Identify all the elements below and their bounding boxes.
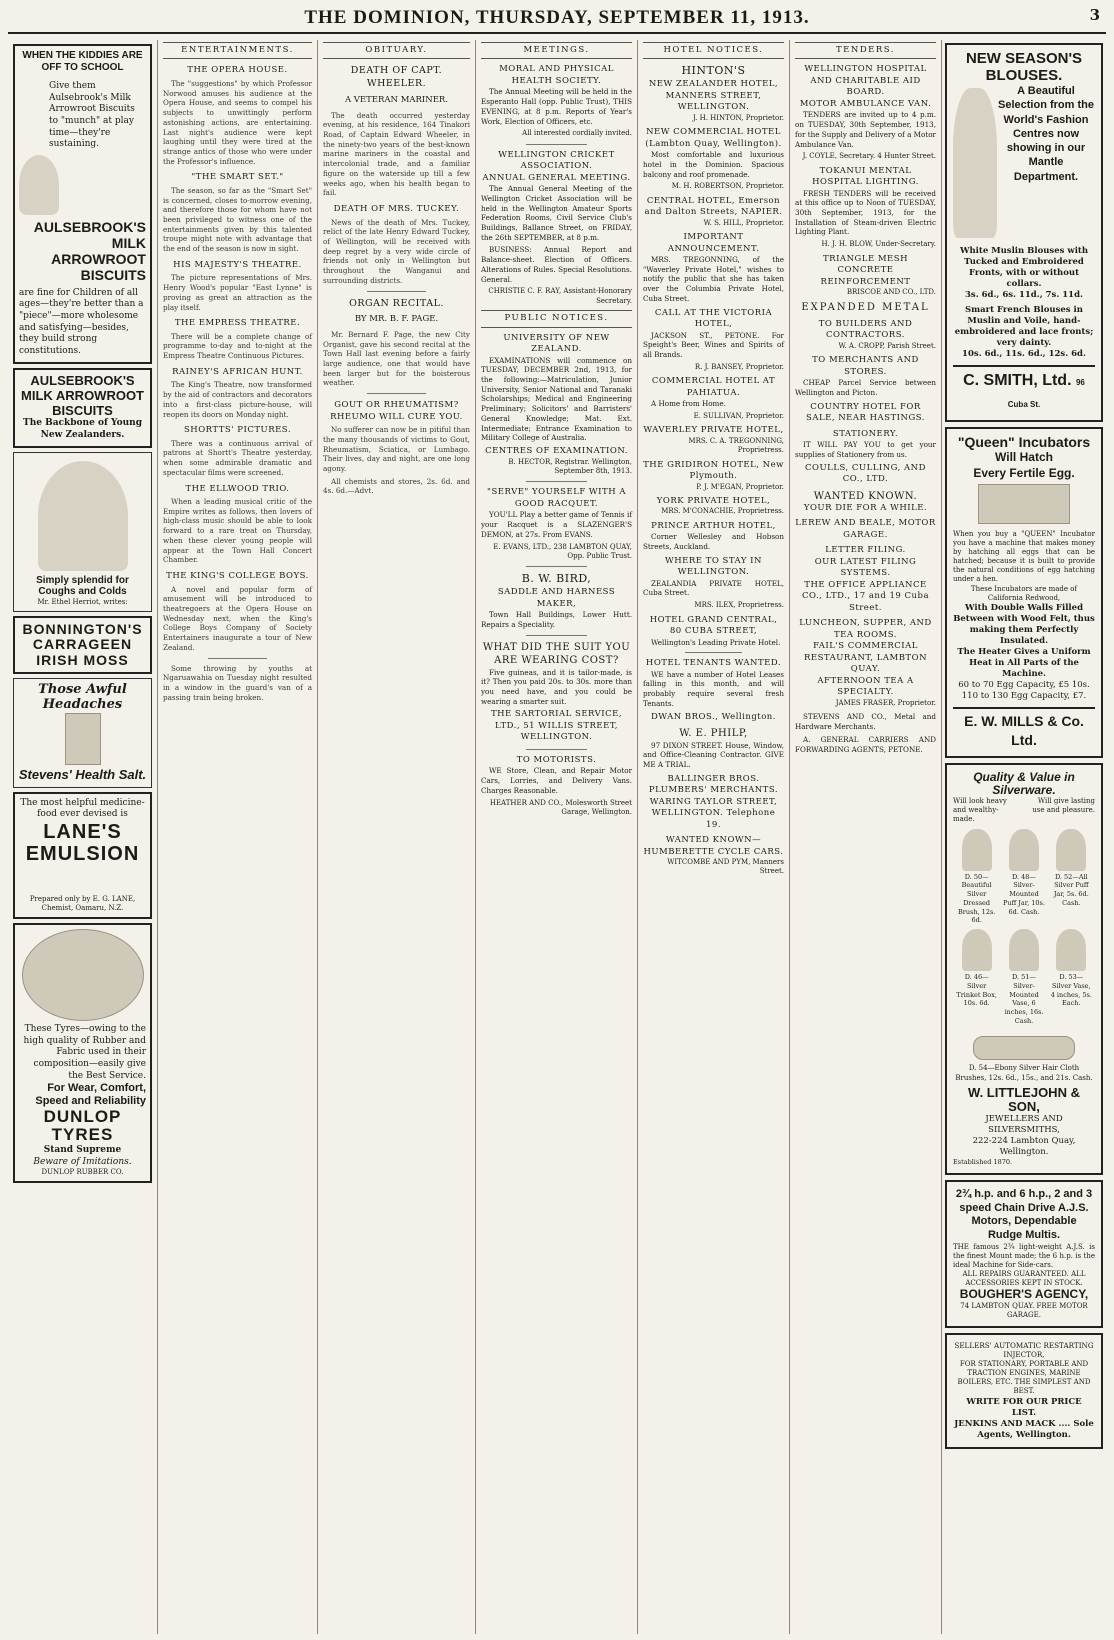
divider [526, 144, 586, 145]
notice-sign: MRS. M'CONACHIE, Proprietress. [661, 507, 784, 516]
article-heading: SHORTTS' PICTURES. [183, 425, 292, 436]
notice-subheading: SADDLE AND HARNESS MAKER, [497, 587, 616, 609]
ad-motors-brand: BOUGHER'S AGENCY, [959, 1287, 1089, 1302]
notice-heading: PRINCE ARTHUR HOTEL, [651, 520, 776, 531]
article-subheading: BY MR. B. F. PAGE. [354, 314, 439, 325]
notice-heading: CENTRAL HOTEL, Emerson and Dalton Streets, NAPIER. [644, 195, 783, 218]
article-heading: RAINEY'S AFRICAN HUNT. [172, 366, 303, 377]
ad-silverware-addr: 222-224 Lambton Quay, Wellington. [972, 1136, 1076, 1158]
notice-sign: WITCOMBE AND PYM, Manners Street. [667, 857, 784, 876]
notice-heading: MORAL AND PHYSICAL HEALTH SOCIETY. [499, 64, 614, 86]
article-paragraph: The "suggestions" by which Professor Norwood amuses his audience at the Opera House, and seems to compel his subjects to unwittingly perform astonishing actions, are entertaining. Last night's audience were kept laughing until they were tired at the strange antics of those who were under the Professor's influence. [163, 78, 312, 166]
ad-blouses-line: Selection from the [998, 99, 1094, 112]
ad-blouses-line: A Beautiful [1017, 85, 1075, 97]
notice-sign: MRS. ILEX, Proprietress. [694, 601, 784, 610]
divider [526, 635, 586, 636]
notice-body: 97 DIXON STREET. House, Window, and Office-Cleaning Contractor. GIVE ME A TRIAL. [643, 740, 784, 769]
notice-heading: STATIONERY. [832, 428, 899, 439]
notice-body: YOU'LL Play a better game of Tennis if your Racquet is a SLAZENGER'S DEMON, at 27s. From EVANS. [481, 510, 632, 539]
ad-injector-head: SELLERS' AUTOMATIC RESTARTING INJECTOR, [954, 1340, 1094, 1360]
notice-heading: WELLINGTON HOSPITAL AND CHARITABLE AID BOARD. [804, 64, 927, 98]
column-3-obituary [318, 40, 476, 1634]
notice-gridiron [643, 460, 784, 492]
article-heading: DEATH OF MRS. TUCKEY. [333, 204, 460, 215]
ad-biscuits-brand: AULSEBROOK'S MILK ARROWROOT BISCUITS [33, 219, 146, 284]
notice-sign: DWAN BROS., Wellington. [650, 711, 776, 722]
article-paragraph: The picture representations of Mrs. Henry Wood's popular "East Lynne" is proving as great an attraction as the play itself. [163, 273, 312, 312]
silverware-item [955, 929, 998, 1026]
notice-body: ZEALANDIA PRIVATE HOTEL, Cuba Street. [643, 578, 784, 598]
silverware-illustration [1056, 929, 1086, 971]
notice-sign: J. H. HINTON, Proprietor. [692, 113, 784, 122]
ad-bonnington [13, 616, 152, 674]
ad-kiddies-body: Give them Aulsebrook's Milk Arrowroot Biscuits to "munch" at play time—they're sustaining. [49, 81, 135, 150]
divider [208, 658, 268, 659]
tyre-illustration [22, 929, 144, 1021]
tender-carriers [795, 735, 936, 754]
tender-tokanui [795, 166, 936, 250]
notice-heading: WAVERLEY PRIVATE HOTEL, [643, 425, 784, 436]
ad-tyres-for: For Wear, Comfort, Speed and Reliability [35, 1082, 146, 1107]
silverware-items [953, 829, 1095, 1030]
ad-tyres-sign: DUNLOP RUBBER CO. [41, 1168, 124, 1177]
tender-builders [795, 319, 936, 351]
ad-stevens-head: Those Awful Headaches [38, 682, 127, 713]
ad-blouses [945, 43, 1103, 422]
notice-university [481, 333, 632, 477]
ad-backbone [13, 368, 152, 448]
notice-heading: TRIANGLE MESH CONCRETE REINFORCEMENT [820, 253, 911, 287]
ad-incubators-brand: E. W. MILLS & Co. Ltd. [953, 707, 1095, 750]
tender-stevens [795, 712, 936, 731]
notice-body: Town Hall Buildings, Lower Hutt. Repairs a Speciality. [481, 610, 632, 629]
ad-incubators-price: 60 to 70 Egg Capacity, £5 10s. [958, 680, 1090, 691]
ad-tyres-body: These Tyres—owing to the high quality of Rubber and Fabric used in their composition—easily give the Best Service. [23, 1023, 146, 1081]
section-meetings: MEETINGS. [481, 42, 632, 59]
notice-sign: P. J. M'EGAN, Proprietor. [696, 482, 784, 491]
article-heading: THE EMPRESS THEATRE. [174, 318, 301, 329]
notice-subheading: CENTRES OF EXAMINATION. [485, 446, 628, 457]
notice-sign: B. HECTOR, Registrar. Wellington, September 8th, 1913. [508, 457, 632, 475]
ad-blouses-line: World's Fashion [1003, 113, 1089, 126]
ad-blouses-line: Mantle Department. [1013, 156, 1079, 183]
tender-letter-filing [795, 545, 936, 614]
silverware-item [1050, 929, 1093, 1026]
column-4-meetings [476, 40, 638, 1634]
column-6-tenders [790, 40, 942, 1634]
notice-heading: B. W. BIRD, [521, 572, 592, 586]
notice-sign: W. A. CROPP, Parish Street. [838, 341, 936, 350]
article-heading: THE KING'S COLLEGE BOYS. [166, 571, 309, 582]
ad-backbone-brand: AULSEBROOK'S MILK ARROWROOT BISCUITS [21, 372, 144, 418]
column-2-entertainments [158, 40, 318, 1634]
notice-heading: TOKANUI MENTAL HOSPITAL LIGHTING. [812, 165, 919, 188]
ad-stevens [13, 678, 152, 788]
notice-body: STEVENS AND CO., Metal and Hardware Merchants. [795, 711, 936, 731]
silverware-item [1050, 829, 1093, 926]
notice-heading: BALLINGER BROS. [667, 773, 760, 784]
ad-biscuits-body: are fine for Children of all ages—they're better than a "piece"—more wholesome and satisfying—besides, they build strong constitutions. [19, 287, 144, 356]
article-heading: THE ELLWOOD TRIO. [185, 483, 290, 494]
notice-body: TENDERS are invited up to 4 p.m. on TUESDAY, 30th September, 1913, for the Supply and Delivery of a Motor Ambulance Van. [795, 110, 936, 149]
notice-where-to-stay [643, 556, 784, 611]
column-1-ads [8, 40, 158, 1634]
ad-incubators-heat: The Heater Gives a Uniform Heat in All Parts of the Machine. [957, 646, 1091, 679]
ad-coughs-head: Simply splendid for Coughs and Colds [36, 574, 129, 598]
notice-waverley [643, 425, 784, 455]
section-hotel-notices: HOTEL NOTICES. [643, 42, 784, 59]
incubator-illustration [978, 484, 1070, 524]
article-heading: ORGAN RECITAL. [349, 297, 444, 309]
article-paragraph: No sufferer can now be in pitiful than the many thousands of victims to Gout, Rheumatism, Sciatica, or Lumbago. Their lives, day and night, are one long agony. [323, 425, 470, 473]
ad-blouses-line: showing in our [1006, 142, 1086, 155]
ad-blouses-price: 3s. 6d., 6s. 11d., 7s. 11d. [965, 290, 1083, 301]
divider [367, 291, 426, 292]
ad-injector-sign: JENKINS AND MACK .... Sole Agents, Wellington. [954, 1418, 1094, 1440]
notice-subheading: OUR LATEST FILING SYSTEMS. [814, 556, 917, 579]
article-paragraph: All chemists and stores, 2s. 6d. and 4s. 6d.—Advt. [323, 476, 470, 496]
notice-heading: IMPORTANT ANNOUNCEMENT. [667, 232, 760, 254]
ad-incubators [945, 427, 1103, 758]
silverware-illustration [1009, 929, 1039, 971]
notice-body: JACKSON ST., PETONE. For Speight's Beer, Wines and Spirits of all Brands. [643, 330, 784, 359]
notice-sign: HEATHER AND CO., Molesworth Street Garage, Wellington. [489, 798, 632, 816]
notice-body: Five guineas, and it is tailor-made, is it? Then you paid 20s. to 30s. more than you need have, and you could be wearing a smarter suit. [481, 667, 632, 706]
notice-heading: LEREW AND BEALE, MOTOR GARAGE. [795, 518, 936, 540]
article-paragraph: The season, so far as the "Smart Set" is concerned, closes to-morrow evening, and therefore those for whom have not been privileged to witness one of the entertainments given by this talented troupe might note with advantage that the end of the season is now in sight. [163, 185, 312, 254]
ad-lanes-head: The most helpful medicine-food ever devised is [20, 797, 145, 820]
notice-heading: YORK PRIVATE HOTEL, [656, 495, 771, 506]
notice-heading: LETTER FILING. [825, 545, 906, 556]
article-subheading: A VETERAN MARINER. [344, 95, 449, 106]
column-7-display-ads [942, 40, 1106, 1634]
notice-heading: WANTED KNOWN—HUMBERETTE CYCLE CARS. [643, 835, 784, 857]
ad-incubators-sub: Every Fertile Egg. [973, 465, 1075, 480]
notice-body: Most comfortable and luxurious hotel in the Dominion. Spacious balcony and roof promenade. [643, 150, 784, 179]
article-paragraph: The death occurred yesterday evening, at his residence, 164 Tinakori Road, of Captain Edward Wheeler, in the ninety-two years of the best-known marine mariners in the coastal and intercolonial trade, and a familiar figure on the waterside up till a few weeks ago, when his health began to fail. [323, 110, 470, 198]
ad-motors-addr: 74 LAMBTON QUAY. FREE MOTOR GARAGE. [960, 1301, 1088, 1319]
notice-heading: WANTED KNOWN. [813, 490, 918, 502]
notice-victoria [643, 308, 784, 373]
ad-kiddies [13, 44, 152, 364]
notice-heading: TO MERCHANTS AND STORES. [812, 355, 919, 377]
notice-sign: MRS. C. A. TREGONNING, Proprietress. [688, 436, 784, 455]
tender-expanded-metal [795, 301, 936, 315]
ad-incubators-sub: Will Hatch [995, 450, 1053, 465]
silverware-caption: D. 46—Silver Trinket Box, 10s. 6d. [956, 973, 997, 1008]
tender-stationery [795, 429, 936, 486]
notice-sign: R. J. BANSEY, Proprietor. [694, 362, 784, 371]
notice-sign: M. H. ROBERTSON, Proprietor. [671, 182, 784, 191]
notice-body: MRS. TREGONNING, of the "Waverley Private Hotel," wishes to notify the public that she has taken over the Columbia Private Hotel, Cuba Street. [643, 255, 784, 303]
notice-sign: THE OFFICE APPLIANCE CO., LTD., 17 and 19 Cuba Street. [801, 579, 930, 613]
silverware-illustration [1009, 829, 1039, 871]
article-paragraph: There will be a complete change of programme to-day and to-night at the Empress Theatre Continuous Pictures. [163, 331, 312, 361]
article-heading: DEATH OF CAPT. WHEELER. [350, 65, 443, 90]
notice-subheading: ANNUAL GENERAL MEETING. [482, 172, 631, 183]
section-entertainments: ENTERTAINMENTS. [163, 42, 312, 59]
notice-heading: HINTON'S [681, 64, 746, 78]
portrait-illustration [38, 461, 128, 571]
notice-heading: CALL AT THE VICTORIA HOTEL, [654, 307, 773, 330]
notice-heading: LUNCHEON, SUPPER, AND TEA ROOMS. [799, 618, 932, 640]
notice-body: A. GENERAL CARRIERS AND FORWARDING AGENTS, PETONE. [795, 735, 936, 755]
notice-sign: H. J. H. BLOW, Under-Secretary. [821, 240, 936, 249]
lady-illustration [953, 88, 997, 238]
notice-body: Wellington's Leading Private Hotel. [651, 637, 781, 647]
silverware-caption: D. 50—Beautiful Silver Dressed Brush, 12s. 6d. [957, 872, 996, 925]
notice-sign: BRISCOE AND CO., LTD. [846, 288, 936, 297]
ad-incubators-body: When you buy a "QUEEN" Incubator you have a machine that makes money by hatching all eggs that can be hatched; because it is built to provide the natural conditions of egg hatching under a hen. [953, 529, 1095, 584]
notice-humberette [643, 835, 784, 877]
ad-incubators-walls: With Double Walls Filled Between with Wood Felt, thus making them Perfectly Insulated. [953, 602, 1095, 646]
silverware-caption: D. 48—Silver-Mounted Puff Jar, 10s. 6d. Cash. [1003, 872, 1045, 916]
notice-body: EXAMINATIONS will commence on TUESDAY, DECEMBER 2nd, 1913, for the following:—Matriculation, Junior University, Senior National and Taranaki Scholarships; Medical and Engineering Preliminary; Solicitors' and Barristers' General Knowledge; Mat. Ext. Intermediate; Entrance Examination to Military College of Australia. [481, 355, 632, 443]
notice-heading: UNIVERSITY OF NEW ZEALAND. [503, 332, 610, 355]
boy-illustration [19, 155, 59, 215]
ad-lanes [13, 792, 152, 920]
page-number: 3 [1089, 6, 1100, 24]
notice-sign: COULLS, CULLING, AND CO., LTD. [805, 462, 926, 485]
ad-blouses-price: 10s. 6d., 11s. 6d., 12s. 6d. [962, 349, 1086, 360]
notice-subheading: FAIL'S COMMERCIAL RESTAURANT, LAMBTON QUAY. [803, 641, 928, 675]
article-paragraph: When a leading musical critic of the Empire writes as follows, then lovers of high-class music should be able to look forward to a rare treat on Thursday, when these clever young people will appear at the Town Hall Concert Chamber. [163, 497, 312, 565]
notice-sign: All interested cordially invited. [522, 129, 632, 138]
ad-blouses-address: 96 Cuba St. [1007, 378, 1085, 410]
divider [526, 749, 586, 750]
notice-cricket [481, 150, 632, 306]
notice-sign: THE SARTORIAL SERVICE, LTD., 51 WILLIS STREET, WELLINGTON. [490, 709, 623, 743]
notice-body: A Home from Home. [651, 399, 726, 409]
ad-blouses-brand-name: C. SMITH, Ltd. [963, 372, 1072, 390]
brush-illustration [973, 1036, 1075, 1060]
section-tenders: TENDERS. [795, 42, 936, 59]
notice-sign: W. S. HILL, Proprietor. [703, 218, 784, 227]
article-paragraph: There was a continuous arrival of patrons at Shortt's Theatre yesterday, when some admirable dramatic and spectacular films were screened. [163, 438, 312, 477]
ad-silverware-left: Will look heavy and wealthy-made. [953, 797, 1007, 824]
notice-body: The Annual Meeting will be held in the Esperanto Hall (opp. Public Trust), THIS EVENING, at 8 p.m. Reports of Year's Work, Election of Officers, etc. [481, 87, 632, 126]
notice-motorists [481, 755, 632, 818]
ad-blouses-brand [953, 365, 1095, 413]
notice-announcement [643, 232, 784, 304]
tender-ambulance [795, 64, 936, 161]
notice-heading: WELLINGTON CRICKET ASSOCIATION. [498, 149, 615, 172]
notice-subheading: PLUMBERS' MERCHANTS. [648, 785, 779, 796]
notice-body: WE have a number of Hotel Leases falling in this month, and will probably require several fresh Tenants. [643, 669, 784, 708]
article-paragraph: Mr. Bernard F. Page, the new City Organist, gave his second recital at the Town Hall last evening before a fairly large audience, one that would have been larger but for the boisterous weather. [323, 329, 470, 388]
ad-silverware [945, 763, 1103, 1175]
notice-heading: NEW COMMERCIAL HOTEL (Lambton Quay, Wellington). [645, 127, 782, 149]
article-heading: THE OPERA HOUSE. [187, 65, 288, 76]
notice-york [643, 496, 784, 517]
ad-silverware-right: Will give lasting use and pleasure. [1032, 797, 1095, 815]
tender-triangle-mesh [795, 254, 936, 298]
notice-pahiatua [643, 376, 784, 421]
notice-hinton [643, 64, 784, 123]
silverware-caption: D. 51—Silver-Mounted Vase, 6 inches, 16s. Cash. [1004, 973, 1044, 1025]
ad-bonnington-brand: BONNINGTON'S CARRAGEEN IRISH MOSS [22, 620, 143, 668]
ad-tyres-tag: Stand Supreme [43, 1144, 122, 1155]
notice-heading: WHAT DID THE SUIT YOU ARE WEARING COST? [482, 641, 631, 667]
notice-heading: HOTEL GRAND CENTRAL, 80 CUBA STREET, [649, 614, 778, 637]
notice-heading: THE GRIDIRON HOTEL, New Plymouth. [643, 459, 784, 482]
notice-body: WE Store, Clean, and Repair Motor Cars, Lorries, and Delivery Vans. Charges Reasonable. [481, 766, 632, 795]
silverware-illustration [1056, 829, 1086, 871]
notice-body: Corner Wellesley and Hobson Streets, Auckland. [643, 532, 784, 552]
notice-heading: WHERE TO STAY IN WELLINGTON. [665, 555, 762, 578]
notice-sign: JAMES FRASER, Proprietor. [835, 698, 936, 707]
notice-prince-arthur [643, 521, 784, 552]
ad-silverware-brand: W. LITTLEJOHN & SON, [968, 1084, 1080, 1114]
divider [526, 481, 586, 482]
ad-kiddies-header: WHEN THE KIDDIES ARE OFF TO SCHOOL [22, 50, 143, 73]
ad-motors-body: THE famous 2¾ light-weight A.J.S. is the finest Mount made; the 6 h.p. is the ideal Machine for Side-cars. [953, 1242, 1095, 1270]
section-obituary: OBITUARY. [323, 42, 470, 59]
notice-subheading: NEW ZEALANDER HOTEL, [648, 79, 779, 90]
notice-heading: EXPANDED METAL [801, 302, 930, 314]
silverware-item [1003, 929, 1046, 1026]
ad-blouses-desc: Smart French Blouses in Muslin and Voile, hand-embroidered and lace fronts; very dainty. [954, 305, 1094, 349]
notice-heading: COMMERCIAL HOTEL AT PAHIATUA. [651, 376, 776, 398]
ad-incubators-head: "Queen" Incubators [957, 433, 1091, 450]
ad-incubators-made: These Incubators are made of California Redwood, [970, 584, 1078, 602]
notice-heading: COUNTRY HOTEL FOR SALE, NEAR HASTINGS. [806, 401, 925, 424]
notice-philp [643, 727, 784, 770]
masthead [8, 4, 1106, 34]
notice-body: CHEAP Parcel Service between Wellington and Picton. [795, 378, 936, 397]
notice-heading: "SERVE" YOURSELF WITH A GOOD RACQUET. [487, 487, 626, 509]
ad-injector [945, 1333, 1103, 1449]
column-5-hotels [638, 40, 790, 1634]
ad-tyres [13, 923, 152, 1183]
ad-blouses-desc: White Muslin Blouses with Tucked and Embroidered Fronts, with or without collars. [959, 246, 1089, 290]
article-paragraph: A novel and popular form of amusement will be introduced to theatregoers at the Opera House on Wednesday next, when the King's College Boys Company of Society Entertainers inaugurate a tour of New Zealand. [163, 584, 312, 652]
notice-sign: J. COYLE, Secretary. 4 Hunter Street. [802, 152, 936, 161]
notice-sign: E. EVANS, LTD., 238 LAMBTON QUAY, Opp. Public Trust. [493, 542, 632, 560]
bottle-illustration [65, 713, 101, 765]
silverware-illustration [962, 829, 992, 871]
tender-wanted-known [795, 490, 936, 515]
notice-items: BUSINESS: Annual Report and Balance-sheet. Election of Officers. Alterations of Rules. Special Resolutions. General. [481, 245, 632, 284]
article-heading: "THE SMART SET." [191, 172, 284, 183]
silverware-item [955, 829, 998, 926]
ad-tyres-warn: Beware of Imitations. [33, 1156, 132, 1167]
notice-sartorial [481, 641, 632, 744]
ad-incubators-price: 110 to 130 Egg Capacity, £7. [961, 691, 1087, 702]
section-public-notices: PUBLIC NOTICES. [481, 310, 632, 327]
silverware-caption: D. 53—Silver Vase, 4 inches, 5s. Each. [1050, 973, 1092, 1008]
ad-injector-body: FOR STATIONARY, PORTABLE AND TRACTION ENGINES, MARINE BOILERS, ETC. THE SIMPLEST AND BEST. [957, 1360, 1091, 1396]
notice-heading: W. E. PHILP, [679, 728, 748, 740]
article-heading: HIS MAJESTY'S THEATRE. [173, 259, 302, 270]
notice-central [643, 196, 784, 228]
ad-lanes-brand: LANE'S EMULSION [25, 820, 140, 865]
notice-subheading: YOUR DIE FOR A WHILE. [803, 503, 928, 513]
ad-injector-write: WRITE FOR OUR PRICE LIST. [966, 1396, 1082, 1418]
divider [526, 566, 586, 567]
ad-silverware-sub: JEWELLERS AND SILVERSMITHS, [985, 1114, 1063, 1136]
silverware-caption: D. 52—All Silver Puff Jar, 5s. 6d. Cash. [1053, 872, 1089, 907]
ad-motors-all: ALL REPAIRS GUARANTEED. ALL ACCESSORIES KEPT IN STOCK. [962, 1270, 1086, 1288]
ad-motors-head: 2¾ h.p. and 6 h.p., 2 and 3 speed Chain Drive A.J.S. Motors, Dependable Rudge Multis. [955, 1187, 1093, 1242]
ad-blouses-head: NEW SEASON'S BLOUSES. [965, 50, 1083, 84]
notice-sign: CHRISTIE C. F. RAY, Assistant-Honorary Secretary. [488, 287, 632, 305]
notice-new-commercial [643, 127, 784, 192]
ad-coughs-sign: Mr. Ethel Herriot, writes: [37, 597, 128, 606]
notice-tagline: AFTERNOON TEA A SPECIALTY. [817, 675, 914, 698]
ad-blouses-line: Centres now [1012, 127, 1079, 140]
notice-saddler [481, 572, 632, 629]
tender-luncheon [795, 618, 936, 708]
notice-body: The Annual General Meeting of the Wellington Cricket Association will be held in the Wellington Amateur Sports Federation Rooms, Civil Service Club's Buildings, Ballance Street, on FRIDAY, the 26th SEPTEMBER, at 8 p.m. [481, 184, 632, 242]
tender-country-hotel [795, 402, 936, 425]
notice-address: MANNERS STREET, WELLINGTON. [665, 90, 762, 113]
article-paragraph: Some throwing by youths at Ngaruawahia on Tuesday night resulted in a window in the guard's van of a passing train being broken. [163, 663, 312, 702]
silverware-illustration [962, 929, 992, 971]
ad-lanes-sign: Prepared only by E. G. LANE, Chemist, Oamaru, N.Z. [29, 894, 136, 913]
notice-grand-central [643, 615, 784, 648]
notice-heading: HOTEL TENANTS WANTED. [645, 658, 782, 669]
ad-coughs [13, 452, 152, 612]
notice-ballinger [643, 774, 784, 831]
ad-tyres-brand: DUNLOP TYRES [43, 1106, 122, 1145]
notice-heading: TO BUILDERS AND CONTRACTORS. [818, 318, 913, 341]
notice-racquet [481, 487, 632, 561]
article-paragraph: The King's Theatre, now transformed by the aid of contractors and decorators into a first-class picture-house, will reopen its doors on Monday night. [163, 380, 312, 419]
article-paragraph: News of the death of Mrs. Tuckey, relict of the late Henry Edward Tuckey, of Wellington, will be received with deep regret by a very wide circle of friends not only in Wellington but throughout the Wanganui and surrounding districts. [323, 217, 470, 285]
divider [685, 652, 741, 653]
article-heading: GOUT OR RHEUMATISM? RHEUMO WILL CURE YOU. [330, 400, 463, 422]
notice-subheading: MOTOR AMBULANCE VAN. [799, 98, 932, 109]
ad-silverware-head: Quality & Value in Silverware. [973, 769, 1075, 798]
ad-stevens-brand: Stevens' Health Salt. [18, 766, 147, 782]
ad-backbone-tag: The Backbone of Young New Zealanders. [23, 418, 142, 441]
notice-sign: WARING TAYLOR STREET, WELLINGTON. Telephone 19. [649, 796, 778, 830]
ad-silverware-brush: D. 54—Ebony Silver Hair Cloth Brushes, 12s. 6d., 15s., and 21s. Cash. [955, 1064, 1093, 1082]
tender-merchants [795, 355, 936, 397]
notice-tenants [643, 658, 784, 723]
notice-body: IT WILL PAY YOU to get your supplies of Stationery from us. [795, 440, 936, 459]
notice-health-society [481, 64, 632, 138]
silverware-item [1003, 829, 1046, 926]
ad-silverware-est: Established 1870. [953, 1158, 1013, 1167]
notice-body: FRESH TENDERS will be received at this office up to Noon of TUESDAY, 30th September, 1913, for the Installation of Steam-driven Electric Lighting Plant. [795, 188, 936, 237]
ad-motors [945, 1180, 1103, 1328]
notice-sign: E. SULLIVAN, Proprietor. [693, 411, 784, 420]
notice-heading: TO MOTORISTS. [516, 754, 597, 765]
page-title: THE DOMINION, THURSDAY, SEPTEMBER 11, 1913. [304, 7, 810, 28]
tender-lerew [795, 518, 936, 541]
divider [367, 393, 426, 394]
